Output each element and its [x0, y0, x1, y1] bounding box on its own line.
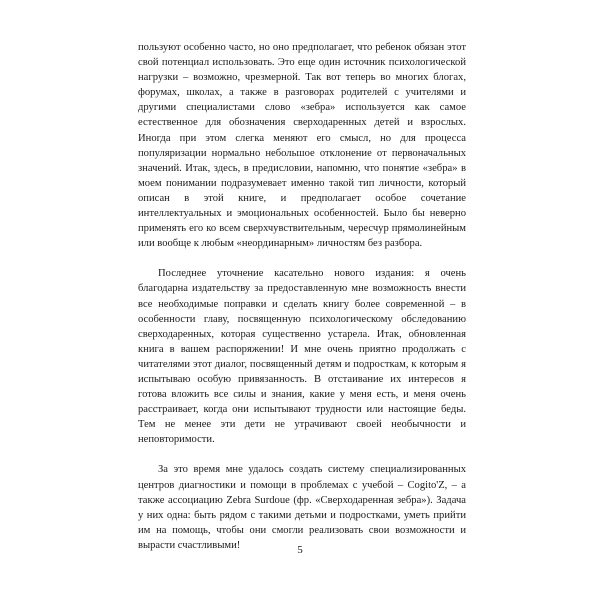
paragraph-centers: За это время мне удалось создать систему специализированных центров диагностики и помощи в проблемах с учебой – Cogito'Z, – а также ассоциацию Zebra Surdoue (фр. «Сверходаренная зебра»). Задача у них одна: быть рядом с такими детьми и подростками, уметь прийти им на помощь, чтобы они смогли реализовать свои возможности и вырасти счастливыми!: [138, 464, 466, 551]
paragraph-new-edition: Последнее уточнение касательно нового издания: я очень благодарна издательству за предоставленную мне возможность внести все необходимые поправки и сделать книгу более современной – в особенности главу, посвященную психологическому обследованию сверходаренных, которая существенно устарела. Итак, обновленная книга в вашем распоряжении! И мне очень приятно продолжать с читателями этот диалог, посвященный детям и подросткам, к которым я испытываю особую привязанность. В отстаивание их интересов я готова вложить все силы и знания, какие у меня есть, и меня очень расстраивает, когда они испытывают трудности или настоящие беды. Тем не менее эти дети не утрачивают своей необычности и неповторимости.: [138, 268, 466, 446]
body-text: [138, 40, 466, 553]
page-number: 5: [297, 544, 303, 556]
paragraph-continued: пользуют особенно часто, но оно предполагает, что ребенок обязан этот свой потенциал использовать. Это еще один источник психологической нагрузки – возможно, чрезмерной. Так вот теперь во многих блогах, форумах, школах, а также в разговорах родителей с учителями и другими специалистами слово «зебра» используется как самое естественное для обозначения сверходаренных детей и взрослых. Иногда при этом слегка меняют его смысл, но для процесса популяризации нормально небольшое отклонение от первоначальных значений. Итак, здесь, в предисловии, напомню, что понятие «зебра» в моем понимании подразумевает именно такой тип личности, который описан в этой книге, и предполагает особое сочетание интеллектуальных и эмоциональных особенностей. Было бы неверно применять его ко всем сверхчувствительным, чересчур прямолинейным или вообще к любым «неординарным» личностям без разбора.: [138, 42, 466, 250]
